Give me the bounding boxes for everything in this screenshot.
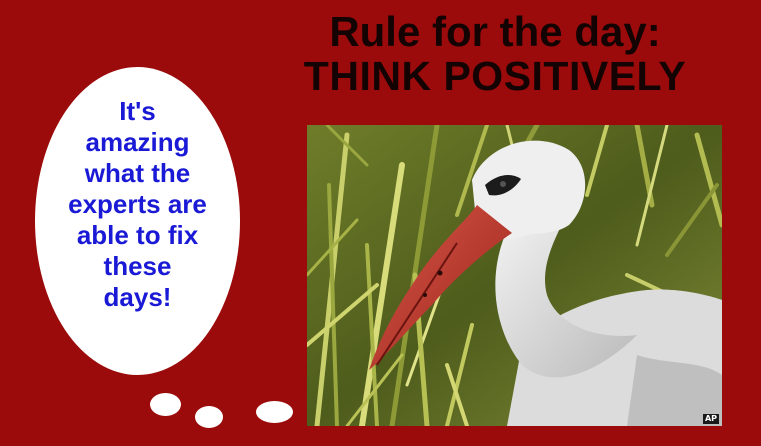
thought-dot [256, 401, 293, 423]
thought-dot [150, 393, 181, 416]
bubble-line: experts are [68, 189, 207, 219]
bubble-line: days! [103, 282, 172, 312]
bubble-line: these [103, 251, 172, 281]
photo-credit: AP [704, 414, 717, 423]
headline-line-2: THINK POSITIVELY [303, 53, 687, 99]
headline-line-1: Rule for the day: [329, 8, 661, 55]
bubble-line: what the [84, 158, 191, 188]
stork-photo [307, 125, 722, 426]
bubble-line: able to fix [76, 220, 199, 250]
bubble-line: It's [119, 96, 156, 126]
thought-dot [195, 406, 223, 428]
thought-bubble-text [35, 96, 240, 313]
stork-illustration [307, 125, 722, 426]
bubble-line: amazing [85, 127, 190, 157]
headline [255, 10, 735, 98]
